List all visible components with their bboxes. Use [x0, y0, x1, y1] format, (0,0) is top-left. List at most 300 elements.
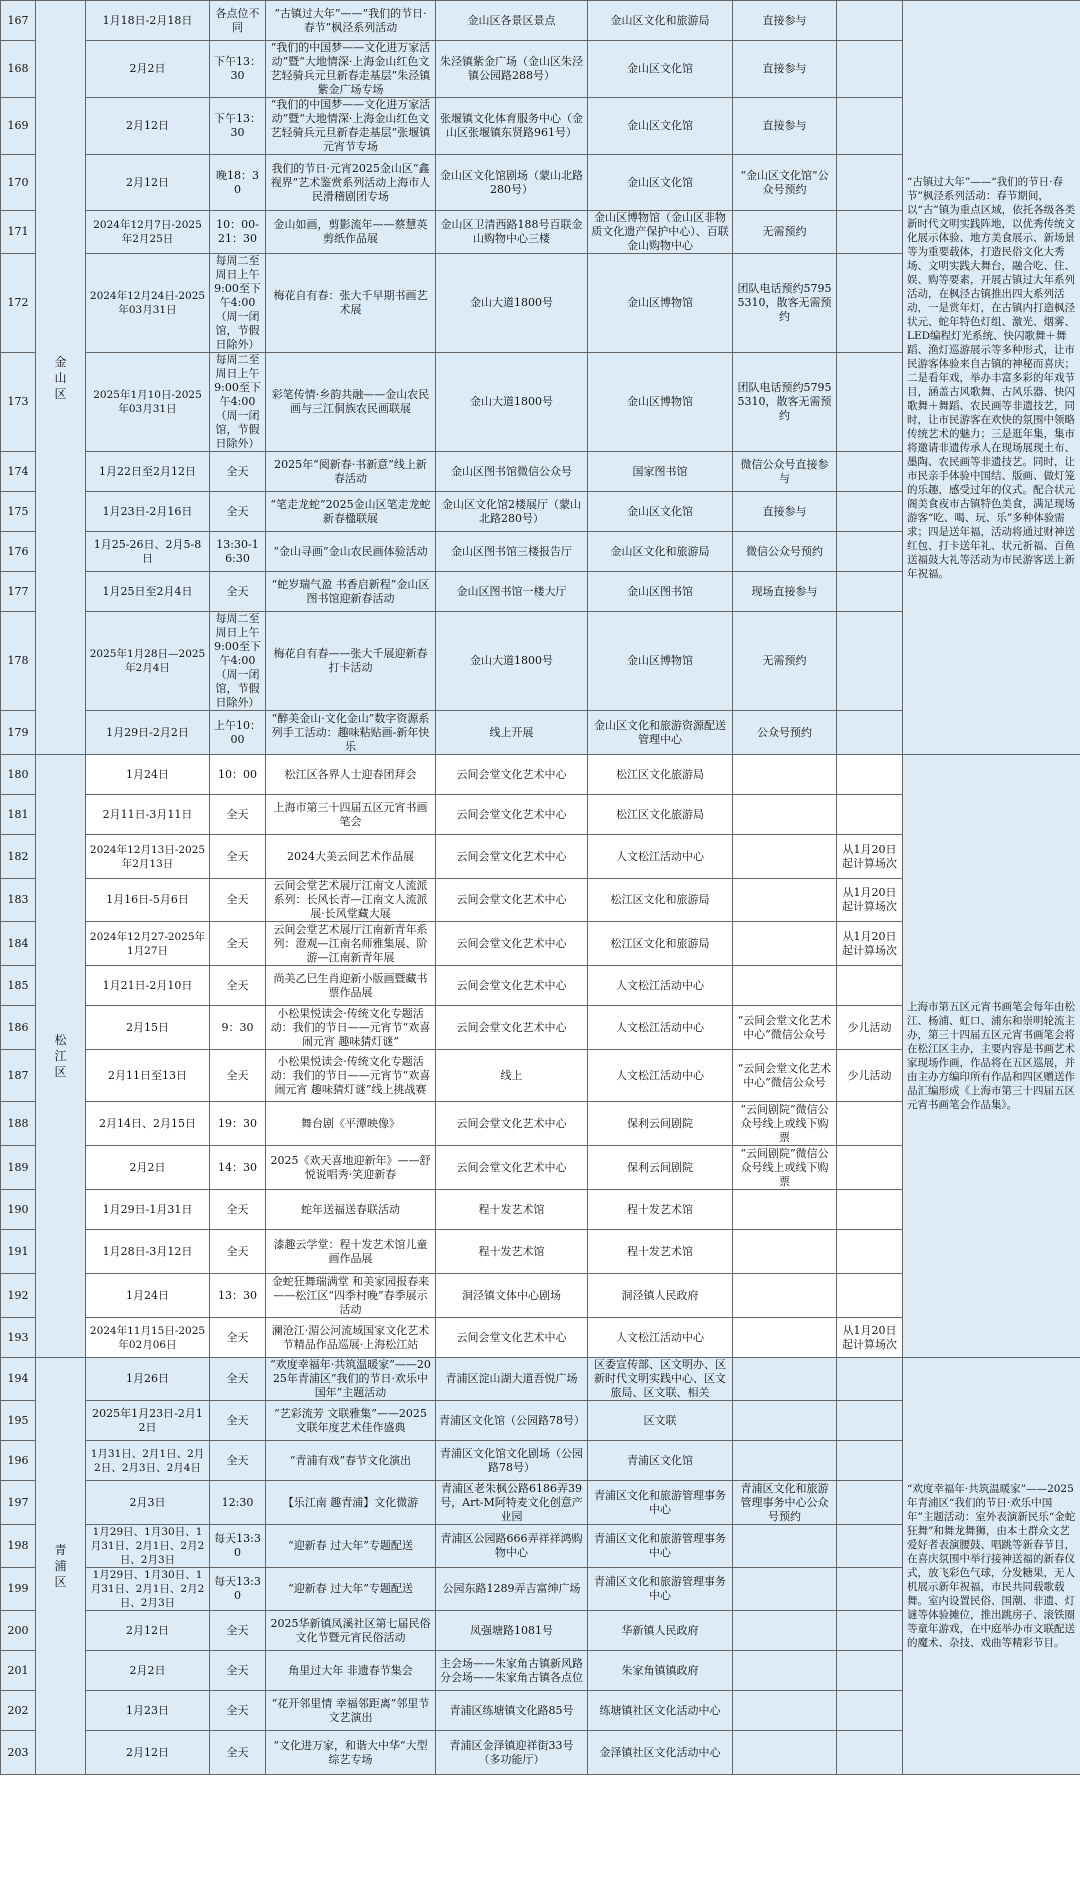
cell-org: 金山区文化馆 [588, 98, 733, 155]
cell-org: 金山区图书馆 [588, 572, 733, 612]
cell-org: 松江区文化旅游局 [588, 755, 733, 795]
cell-date: 2月2日 [86, 1146, 210, 1190]
cell-date: 1月25日至2月4日 [86, 572, 210, 612]
cell-name: 金蛇狂舞瑞满堂 和美家园报春来——松江区“四季村晚”春季展示活动 [266, 1274, 436, 1318]
district-note: “古镇过大年”——“我们的节日·春节”枫泾系列活动：春节期间，以“古”镇为重点区域，依托各级各类新时代文明实践阵地，以优秀传统文化展示体验、地方美食展示、新场景等为重要载体，打造民俗文化大秀场、文明实践大舞台，融合吃、住、娱、购等要素，开展古镇过大年系列活动，在枫泾古镇推出四大系列活动，一是赏年灯，在古镇内打造枫泾状元、蛇年特色灯组、激光、烟雾、LED编程灯光系统、快闪歌舞＋舞蹈、渔灯巡游展示等多种形式，让市民游客体验来自古镇的神秘而喜庆；二是看年戏，举办丰富多彩的年戏节目，涵盖古风歌舞、古风乐器、快闪歌舞＋舞蹈、农民画等非遗技艺，同时，让市民游客在欢快的氛围中领略传统艺术的魅力；三是逛年集，集市将邀请非遗传承人在现场展现土布、墨陶、农民画等非遗技艺。同时，让市民亲手体验中国结、版画、做灯笼的乐趣，感受过年的仪式。配合状元阁美食夜市古镇特色美食，满足现场游客“吃、喝、玩、乐”多种体验需求；四是送年福，活动将通过财神送红包、打卡送年礼、状元祈福、百鱼送福鼓大礼等活动为市民游客送上新年祝福。 [903, 1, 1080, 755]
row-number: 184 [1, 922, 36, 966]
cell-name: 金山如画，剪影流年——蔡慧英剪纸作品展 [266, 211, 436, 254]
cell-org: 金山区文化和旅游局 [588, 532, 733, 572]
cell-date: 1月29日-2月2日 [86, 711, 210, 755]
cell-booking [733, 922, 837, 966]
cell-date: 1月24日 [86, 1274, 210, 1318]
cell-org: 金泽镇社区文化活动中心 [588, 1731, 733, 1775]
row-number: 189 [1, 1146, 36, 1190]
row-number: 169 [1, 98, 36, 155]
cell-remark [837, 966, 903, 1006]
cell-org: 华新镇人民政府 [588, 1611, 733, 1651]
cell-booking [733, 1731, 837, 1775]
cell-name: “蛇岁瑞气盈 书香启新程”金山区图书馆迎新春活动 [266, 572, 436, 612]
cell-org: 人文松江活动中心 [588, 1006, 733, 1050]
cell-name: 角里过大年 非遗春节集会 [266, 1651, 436, 1691]
cell-time: 全天 [210, 1050, 266, 1102]
cell-org: 朱家角镇镇政府 [588, 1651, 733, 1691]
cell-name: 漆趣云学堂：程十发艺术馆儿童画作品展 [266, 1230, 436, 1274]
cell-remark [837, 211, 903, 254]
cell-booking: 直接参与 [733, 41, 837, 98]
cell-remark: 少儿活动 [837, 1050, 903, 1102]
cell-remark [837, 795, 903, 835]
row-number: 201 [1, 1651, 36, 1691]
cell-booking [733, 1190, 837, 1230]
cell-remark: 从1月20日起计算场次 [837, 922, 903, 966]
cell-time: 全天 [210, 795, 266, 835]
cell-name: 蛇年送福送春联活动 [266, 1190, 436, 1230]
row-number: 183 [1, 879, 36, 922]
cell-org: 金山区博物馆 [588, 254, 733, 353]
cell-date: 2024年11月15日-2025年02月06日 [86, 1318, 210, 1358]
cell-remark [837, 254, 903, 353]
cell-name: “艺彩流芳 文联雅集”——2025文联年度艺术佳作盛典 [266, 1401, 436, 1441]
cell-name: 我们的节日·元宵2025金山区“鑫视界”艺术鉴赏系列活动上海市人民滑稽剧团专场 [266, 155, 436, 211]
cell-org: 练塘镇社区文化活动中心 [588, 1691, 733, 1731]
row-number: 180 [1, 755, 36, 795]
row-number: 177 [1, 572, 36, 612]
cell-org: 金山区博物馆 [588, 353, 733, 452]
cell-name: “我们的中国梦——文化进万家活动”暨“大地情深·上海金山红色文艺轻骑兵元旦新春走基层”张堰镇元宵节专场 [266, 98, 436, 155]
cell-remark: 从1月20日起计算场次 [837, 835, 903, 879]
row-number: 188 [1, 1102, 36, 1146]
cell-place: 金山区卫清西路188号百联金山购物中心三楼 [436, 211, 588, 254]
cell-time: 每周二至周日上午9:00至下午4:00（周一闭馆，节假日除外） [210, 612, 266, 711]
cell-date: 2025年1月28日—2025年2月4日 [86, 612, 210, 711]
cell-org: 洞泾镇人民政府 [588, 1274, 733, 1318]
row-number: 195 [1, 1401, 36, 1441]
cell-name: 小松果悦读会·传统文化专题活动：我们的节日——元宵节“欢喜闹元宵 趣味猜灯谜”线上挑战赛 [266, 1050, 436, 1102]
cell-booking [733, 795, 837, 835]
cell-place: 云间会堂文化艺术中心 [436, 966, 588, 1006]
cell-remark [837, 353, 903, 452]
cell-booking: “云间剧院”微信公众号线上或线下购票 [733, 1102, 837, 1146]
row-number: 196 [1, 1441, 36, 1481]
cell-org: 金山区文化馆 [588, 492, 733, 532]
cell-org: 程十发艺术馆 [588, 1190, 733, 1230]
row-number: 175 [1, 492, 36, 532]
cell-remark [837, 532, 903, 572]
cell-name: “欢度幸福年·共筑温暖家”——2025年青浦区“我们的节日·欢乐中国年”主题活动 [266, 1358, 436, 1401]
district-name: 金山区 [54, 354, 67, 401]
cell-place: 云间会堂文化艺术中心 [436, 1102, 588, 1146]
cell-place: 金山大道1800号 [436, 353, 588, 452]
cell-place: 金山区文化馆2楼展厅（蒙山北路280号） [436, 492, 588, 532]
cell-date: 1月28日-3月12日 [86, 1230, 210, 1274]
cell-booking: 微信公众号直接参与 [733, 452, 837, 492]
row-number: 168 [1, 41, 36, 98]
cell-date: 2月3日 [86, 1481, 210, 1525]
cell-time: 12:30 [210, 1481, 266, 1525]
cell-place: 凤强塘路1081号 [436, 1611, 588, 1651]
district-note: 上海市第五区元宵书画笔会每年由松江、杨浦、虹口、浦东和崇明轮流主办，第三十四届五区元宵书画笔会将在松江区主办，主要内容是书画艺术家现场作画，作品将在五区巡展，并由主办方编印所有作品和四区赠送作品汇编形成《上海市第三十四届五区元宵书画笔会作品集》。 [903, 755, 1080, 1358]
cell-remark: 少儿活动 [837, 1006, 903, 1050]
cell-booking: 团队电话预约57955310，散客无需预约 [733, 353, 837, 452]
cell-place: 云间会堂文化艺术中心 [436, 879, 588, 922]
cell-name: 云间会堂艺术展厅江南新青年系列：澄观—江南名师雅集展、阶游—江南新青年展 [266, 922, 436, 966]
row-number: 202 [1, 1691, 36, 1731]
cell-place: 青浦区练塘镇文化路85号 [436, 1691, 588, 1731]
cell-time: 每周二至周日上午9:00至下午4:00（周一闭馆，节假日除外） [210, 353, 266, 452]
row-number: 198 [1, 1525, 36, 1568]
cell-time: 全天 [210, 1731, 266, 1775]
cell-date: 1月29日、1月30日、1月31日、2月1日、2月2日、2月3日 [86, 1525, 210, 1568]
cell-name: 2025年“阅新春·书新意”线上新春活动 [266, 452, 436, 492]
cell-booking [733, 1611, 837, 1651]
cell-name: “文化进万家，和谐大中华”大型综艺专场 [266, 1731, 436, 1775]
row-number: 182 [1, 835, 36, 879]
row-number: 170 [1, 155, 36, 211]
cell-remark: 从1月20日起计算场次 [837, 879, 903, 922]
cell-date: 2月2日 [86, 1651, 210, 1691]
cell-org: 保利云间剧院 [588, 1102, 733, 1146]
cell-time: 全天 [210, 1651, 266, 1691]
table-row [1, 1358, 1080, 1401]
cell-booking: “云间剧院”微信公众号线上或线下购票 [733, 1146, 837, 1190]
cell-org: 青浦区文化和旅游管理事务中心 [588, 1525, 733, 1568]
cell-time: 全天 [210, 492, 266, 532]
cell-place: 线上 [436, 1050, 588, 1102]
cell-place: 金山区图书馆三楼报告厅 [436, 532, 588, 572]
cell-booking [733, 1441, 837, 1481]
cell-org: 青浦区文化和旅游管理事务中心 [588, 1481, 733, 1525]
cell-date: 2月12日 [86, 1611, 210, 1651]
cell-date: 2025年1月23日-2月12日 [86, 1401, 210, 1441]
cell-time: 全天 [210, 1441, 266, 1481]
cell-org: 国家图书馆 [588, 452, 733, 492]
cell-time: 全天 [210, 1691, 266, 1731]
cell-time: 上午10：00 [210, 711, 266, 755]
row-number: 200 [1, 1611, 36, 1651]
cell-place: 青浦区文化馆（公园路78号） [436, 1401, 588, 1441]
cell-name: “金山寻画”金山农民画体验活动 [266, 532, 436, 572]
cell-time: 全天 [210, 1318, 266, 1358]
cell-name: “古镇过大年”——“我们的节日·春节”枫泾系列活动 [266, 1, 436, 41]
cell-booking: 青浦区文化和旅游管理事务中心公众号预约 [733, 1481, 837, 1525]
cell-date: 1月26日 [86, 1358, 210, 1401]
cell-booking [733, 1691, 837, 1731]
cell-org: 人文松江活动中心 [588, 966, 733, 1006]
cell-remark [837, 1146, 903, 1190]
cell-remark [837, 98, 903, 155]
cell-remark: 从1月20日起计算场次 [837, 1318, 903, 1358]
cell-name: “迎新春 过大年”专题配送 [266, 1525, 436, 1568]
cell-place: 青浦区文化馆文化剧场（公园路78号） [436, 1441, 588, 1481]
cell-org: 松江区文化旅游局 [588, 795, 733, 835]
cell-org: 金山区文化和旅游资源配送管理中心 [588, 711, 733, 755]
cell-name: 2024大美云间艺术作品展 [266, 835, 436, 879]
cell-booking [733, 1525, 837, 1568]
cell-place: 金山区图书馆一楼大厅 [436, 572, 588, 612]
cell-org: 人文松江活动中心 [588, 835, 733, 879]
row-number: 172 [1, 254, 36, 353]
cell-remark [837, 1651, 903, 1691]
cell-date: 1月29日-1月31日 [86, 1190, 210, 1230]
cell-booking: “云间会堂文化艺术中心”微信公众号 [733, 1050, 837, 1102]
cell-remark [837, 711, 903, 755]
row-number: 173 [1, 353, 36, 452]
cell-place: 金山大道1800号 [436, 612, 588, 711]
district-name: 松江区 [54, 1033, 67, 1079]
cell-date: 1月18日-2月18日 [86, 1, 210, 41]
cell-booking [733, 835, 837, 879]
cell-time: 全天 [210, 1358, 266, 1401]
cell-booking [733, 1230, 837, 1274]
cell-place: 公园东路1289弄吉富绅广场 [436, 1568, 588, 1611]
row-number: 176 [1, 532, 36, 572]
district-cell [36, 1358, 86, 1775]
cell-date: 1月21日-2月10日 [86, 966, 210, 1006]
cell-remark [837, 1525, 903, 1568]
row-number: 197 [1, 1481, 36, 1525]
cell-date: 1月24日 [86, 755, 210, 795]
cell-date: 2月11日至13日 [86, 1050, 210, 1102]
cell-remark [837, 1481, 903, 1525]
cell-name: 彩笔传情·乡韵共融——金山农民画与三江侗族农民画联展 [266, 353, 436, 452]
cell-booking [733, 1568, 837, 1611]
cell-place: 云间会堂文化艺术中心 [436, 755, 588, 795]
cell-place: 云间会堂文化艺术中心 [436, 795, 588, 835]
cell-booking: 现场直接参与 [733, 572, 837, 612]
row-number: 193 [1, 1318, 36, 1358]
cell-time: 每周二至周日上午9:00至下午4:00（周一闭馆，节假日除外） [210, 254, 266, 353]
cell-place: 金山区文化馆剧场（蒙山北路280号） [436, 155, 588, 211]
cell-time: 全天 [210, 966, 266, 1006]
cell-date: 1月22日至2月12日 [86, 452, 210, 492]
cell-place: 洞泾镇文体中心剧场 [436, 1274, 588, 1318]
row-number: 179 [1, 711, 36, 755]
cell-date: 2024年12月24日-2025年03月31日 [86, 254, 210, 353]
cell-place: 云间会堂文化艺术中心 [436, 922, 588, 966]
cell-place: 青浦区公园路666弄祥祥鸿购物中心 [436, 1525, 588, 1568]
cell-place: 张堰镇文化体育服务中心（金山区张堰镇东贤路961号） [436, 98, 588, 155]
cell-time: 全天 [210, 1611, 266, 1651]
cell-org: 金山区文化馆 [588, 155, 733, 211]
cell-org: 程十发艺术馆 [588, 1230, 733, 1274]
row-number: 191 [1, 1230, 36, 1274]
cell-place: 线上开展 [436, 711, 588, 755]
cell-name: “迎新春 过大年”专题配送 [266, 1568, 436, 1611]
cell-name: “青浦有戏”春节文化演出 [266, 1441, 436, 1481]
cell-time: 全天 [210, 452, 266, 492]
cell-date: 2024年12月27-2025年1月27日 [86, 922, 210, 966]
row-number: 192 [1, 1274, 36, 1318]
cell-remark [837, 492, 903, 532]
cell-booking [733, 1651, 837, 1691]
cell-time: 晚18：30 [210, 155, 266, 211]
cell-org: 保利云间剧院 [588, 1146, 733, 1190]
row-number: 190 [1, 1190, 36, 1230]
cell-booking [733, 879, 837, 922]
cell-place: 程十发艺术馆 [436, 1230, 588, 1274]
cell-name: 云间会堂艺术展厅江南文人流派系列：长风长青—江南文人流派展·长风堂藏大展 [266, 879, 436, 922]
cell-place: 青浦区老朱枫公路6186弄39号，Art-M阿特麦文化创意产业园 [436, 1481, 588, 1525]
cell-booking: 直接参与 [733, 98, 837, 155]
cell-place: 云间会堂文化艺术中心 [436, 835, 588, 879]
cell-org: 区文联 [588, 1401, 733, 1441]
cell-remark [837, 1358, 903, 1401]
cell-date: 2月11日-3月11日 [86, 795, 210, 835]
cell-date: 2024年12月7日-2025年2月25日 [86, 211, 210, 254]
cell-date: 2月12日 [86, 155, 210, 211]
cell-time: 每天13:30 [210, 1525, 266, 1568]
cell-date: 2月12日 [86, 98, 210, 155]
cell-booking [733, 966, 837, 1006]
cell-place: 金山区图书馆微信公众号 [436, 452, 588, 492]
cell-time: 9：30 [210, 1006, 266, 1050]
district-cell [36, 755, 86, 1358]
cell-booking: 直接参与 [733, 1, 837, 41]
cell-place: 云间会堂文化艺术中心 [436, 1146, 588, 1190]
cell-remark [837, 1611, 903, 1651]
cell-time: 全天 [210, 879, 266, 922]
cell-place: 云间会堂文化艺术中心 [436, 1006, 588, 1050]
cell-org: 金山区文化和旅游局 [588, 1, 733, 41]
cell-place: 金山大道1800号 [436, 254, 588, 353]
cell-name: 梅花自有春——张大千展迎新春打卡活动 [266, 612, 436, 711]
cell-date: 2024年12月13日-2025年2月13日 [86, 835, 210, 879]
cell-remark [837, 1568, 903, 1611]
cell-time: 全天 [210, 922, 266, 966]
district-cell [36, 1, 86, 755]
row-number: 186 [1, 1006, 36, 1050]
cell-name: 2025华新镇凤溪社区第七届民俗文化节暨元宵民俗活动 [266, 1611, 436, 1651]
row-number: 167 [1, 1, 36, 41]
cell-name: 上海市第三十四届五区元宵书画笔会 [266, 795, 436, 835]
cell-time: 10：00-21：30 [210, 211, 266, 254]
cell-place: 云间会堂文化艺术中心 [436, 1318, 588, 1358]
cell-date: 2月12日 [86, 1731, 210, 1775]
cell-name: 松江区各界人士迎春团拜会 [266, 755, 436, 795]
cell-time: 19：30 [210, 1102, 266, 1146]
cell-org: 松江区文化和旅游局 [588, 922, 733, 966]
table-row [1, 755, 1080, 795]
row-number: 194 [1, 1358, 36, 1401]
cell-booking [733, 1274, 837, 1318]
cell-org: 金山区文化馆 [588, 41, 733, 98]
cell-remark [837, 1230, 903, 1274]
cell-booking [733, 755, 837, 795]
row-number: 174 [1, 452, 36, 492]
cell-remark [837, 155, 903, 211]
cell-booking [733, 1358, 837, 1401]
cell-name: “我们的中国梦——文化进万家活动”暨“大地情深·上海金山红色文艺轻骑兵元旦新春走基层”朱泾镇紫金广场专场 [266, 41, 436, 98]
cell-booking: 无需预约 [733, 211, 837, 254]
cell-date: 1月16日-5月6日 [86, 879, 210, 922]
cell-name: 澜沧江·湄公河流域国家文化艺术节精品作品巡展·上海松江站 [266, 1318, 436, 1358]
row-number: 181 [1, 795, 36, 835]
cell-remark [837, 452, 903, 492]
cell-org: 人文松江活动中心 [588, 1318, 733, 1358]
cell-remark [837, 612, 903, 711]
cell-place: 金山区各景区景点 [436, 1, 588, 41]
cell-remark [837, 572, 903, 612]
cell-date: 2月2日 [86, 41, 210, 98]
cell-booking: “金山区文化馆”公众号预约 [733, 155, 837, 211]
cell-org: 区委宣传部、区文明办、区新时代文明实践中心、区文旅局、区文联、相关 [588, 1358, 733, 1401]
cell-name: 尚美乙巳生肖迎新小版画暨藏书票作品展 [266, 966, 436, 1006]
cell-remark [837, 1190, 903, 1230]
cell-time: 各点位不同 [210, 1, 266, 41]
cell-date: 1月23日-2月16日 [86, 492, 210, 532]
cell-date: 1月23日 [86, 1691, 210, 1731]
row-number: 185 [1, 966, 36, 1006]
cell-org: 金山区博物馆（金山区非物质文化遗产保护中心）、百联金山购物中心 [588, 211, 733, 254]
cell-time: 全天 [210, 1230, 266, 1274]
cell-time: 13:30-16:30 [210, 532, 266, 572]
cell-time: 全天 [210, 572, 266, 612]
cell-name: “笔走龙蛇”2025金山区笔走龙蛇新春楹联展 [266, 492, 436, 532]
cell-time: 每天13:30 [210, 1568, 266, 1611]
cell-org: 金山区博物馆 [588, 612, 733, 711]
cell-name: 小松果悦读会·传统文化专题活动：我们的节日——元宵节“欢喜闹元宵 趣味猜灯谜” [266, 1006, 436, 1050]
cell-name: “花开邻里情 幸福邻距离”邻里节文艺演出 [266, 1691, 436, 1731]
cell-org: 青浦区文化和旅游管理事务中心 [588, 1568, 733, 1611]
cell-name: “醉美金山·文化金山”数字资源系列手工活动：趣味粘贴画-新年快乐 [266, 711, 436, 755]
cell-date: 2025年1月10日-2025年03月31日 [86, 353, 210, 452]
cell-booking [733, 1401, 837, 1441]
cell-place: 程十发艺术馆 [436, 1190, 588, 1230]
cell-place: 朱泾镇紫金广场（金山区朱泾镇公园路288号） [436, 41, 588, 98]
cell-remark [837, 1441, 903, 1481]
cell-booking: 团队电话预约57955310，散客无需预约 [733, 254, 837, 353]
row-number: 178 [1, 612, 36, 711]
cell-time: 10：00 [210, 755, 266, 795]
cell-booking: 直接参与 [733, 492, 837, 532]
cell-booking [733, 1318, 837, 1358]
cell-booking: “云间会堂文化艺术中心”微信公众号 [733, 1006, 837, 1050]
cell-org: 青浦区文化馆 [588, 1441, 733, 1481]
district-note: “欢度幸福年·共筑温暖家”——2025年青浦区“我们的节日·欢乐中国年”主题活动：室外表演新民乐“金蛇狂舞”和舞龙舞狮，由本土群众文艺爱好者表演腰鼓、唱跳等新春节目，在喜庆氛围中举行接神送福的新春仪式，放飞彩色气球，分发糖果，无人机展示新年祝福，市民共同载歌载舞。室内设置民俗、国潮、非遗、灯谜等体验摊位，推出跳房子、滚铁圈等童年游戏，在中庭举办市文联配送的魔术、杂技、戏曲等精彩节目。 [903, 1358, 1080, 1775]
cell-date: 1月31日、2月1日、2月2日、2月3日、2月4日 [86, 1441, 210, 1481]
cell-remark [837, 41, 903, 98]
cell-remark [837, 1691, 903, 1731]
table-row [1, 1, 1080, 41]
district-name: 青浦区 [54, 1543, 67, 1589]
cell-name: 【乐江南 趣青浦】文化微游 [266, 1481, 436, 1525]
cell-time: 全天 [210, 1190, 266, 1230]
cell-time: 全天 [210, 835, 266, 879]
cell-date: 1月29日、1月30日、1月31日、2月1日、2月2日、2月3日 [86, 1568, 210, 1611]
row-number: 171 [1, 211, 36, 254]
cell-name: 2025《欢天喜地迎新年》——舒悦说唱秀·笑迎新春 [266, 1146, 436, 1190]
cell-remark [837, 1, 903, 41]
cell-org: 松江区文化和旅游局 [588, 879, 733, 922]
cell-time: 14：30 [210, 1146, 266, 1190]
cell-time: 13：30 [210, 1274, 266, 1318]
cell-booking: 无需预约 [733, 612, 837, 711]
cell-time: 下午13：30 [210, 98, 266, 155]
cell-place: 主会场——朱家角古镇新风路分会场——朱家角古镇各点位 [436, 1651, 588, 1691]
cell-date: 1月25-26日、2月5-8日 [86, 532, 210, 572]
cell-name: 梅花自有春：张大千早期书画艺术展 [266, 254, 436, 353]
cell-booking: 微信公众号预约 [733, 532, 837, 572]
cell-place: 青浦区淀山湖大道吾悦广场 [436, 1358, 588, 1401]
cell-remark [837, 1731, 903, 1775]
cell-name: 舞台剧《平潭映像》 [266, 1102, 436, 1146]
row-number: 199 [1, 1568, 36, 1611]
cell-booking: 公众号预约 [733, 711, 837, 755]
cell-place: 青浦区金泽镇迎祥街33号（多功能厅） [436, 1731, 588, 1775]
cell-time: 全天 [210, 1401, 266, 1441]
cell-remark [837, 1401, 903, 1441]
cell-remark [837, 755, 903, 795]
